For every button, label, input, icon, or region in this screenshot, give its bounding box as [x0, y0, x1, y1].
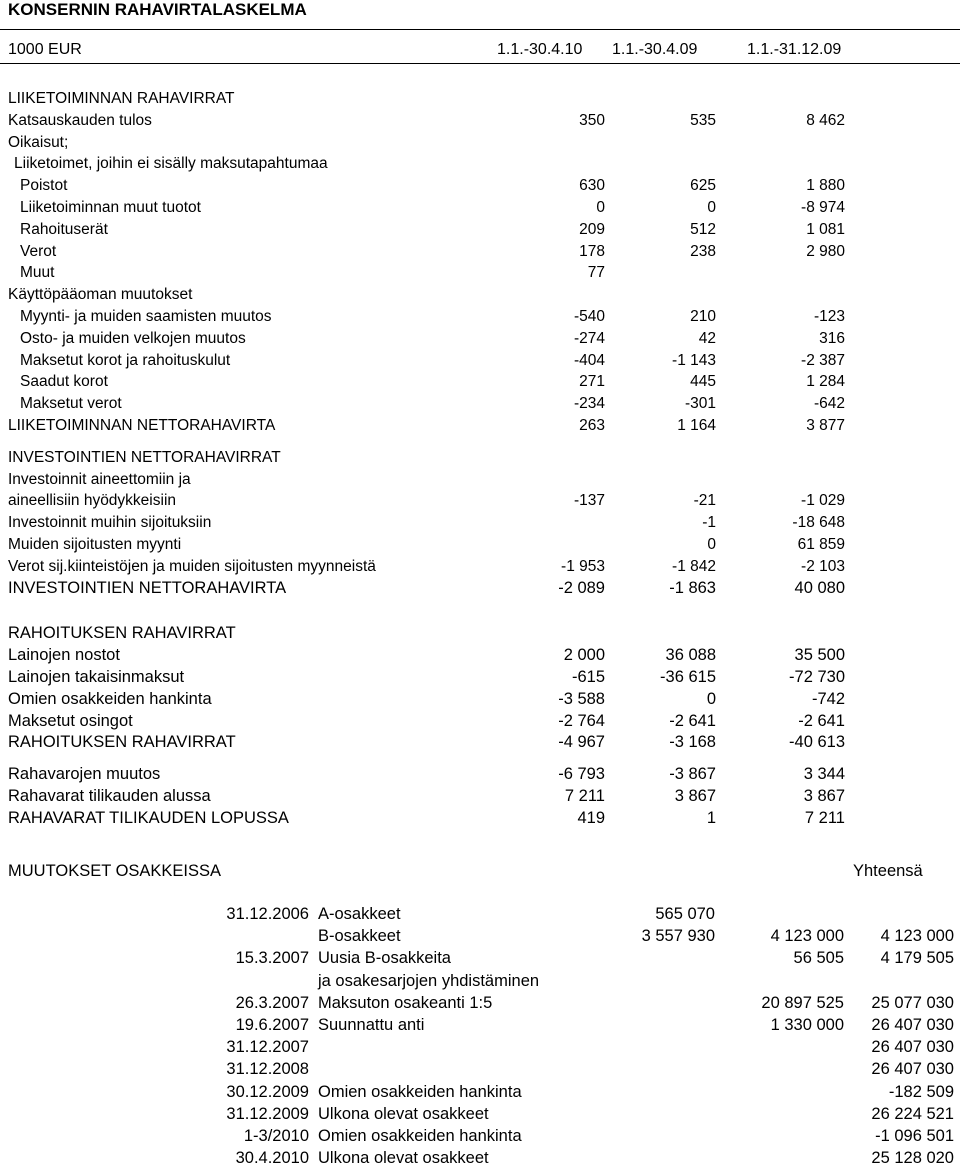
cell-value-3: -2 641 [798, 711, 845, 730]
share-amount-b: 1 330 000 [770, 1015, 844, 1034]
share-total: 26 407 030 [871, 1060, 954, 1079]
cell-value-2: 1 [706, 808, 716, 827]
table-row [0, 512, 960, 534]
row-label: Poistot [20, 177, 68, 195]
cell-value-2: -3 168 [669, 733, 716, 752]
table-row [0, 132, 960, 154]
cell-value-2: 42 [698, 329, 716, 347]
table-row [0, 110, 960, 132]
cell-value-2: 0 [707, 535, 716, 553]
table-row [0, 764, 960, 786]
cell-value-2: 445 [690, 373, 716, 391]
table-row [0, 447, 960, 469]
cell-value-1: -1 953 [561, 557, 605, 575]
header-divider [0, 63, 960, 64]
row-label: INVESTOINTIEN NETTORAHAVIRRAT [8, 448, 281, 466]
cell-value-3: 3 867 [803, 786, 845, 805]
share-row [0, 992, 960, 1014]
cell-value-3: -2 103 [801, 557, 845, 575]
cell-value-2: -301 [684, 395, 716, 413]
table-row [0, 393, 960, 415]
table-row [0, 556, 960, 578]
share-description: Ulkona olevat osakkeet [318, 1149, 489, 1168]
share-row [0, 1147, 960, 1169]
share-description: Omien osakkeiden hankinta [318, 1082, 522, 1101]
share-date: 19.6.2007 [235, 1015, 309, 1034]
row-label: Maksetut osingot [8, 711, 133, 730]
cell-value-1: -4 967 [558, 733, 605, 752]
share-date: 15.3.2007 [235, 949, 309, 968]
cell-value-2: 0 [706, 689, 716, 708]
row-label: Investoinnit aineettomiin ja [8, 470, 191, 488]
share-description: B-osakkeet [318, 927, 401, 946]
cell-value-2: -1 863 [669, 578, 716, 597]
share-date: 1-3/2010 [243, 1126, 309, 1145]
cell-value-3: 40 080 [794, 578, 845, 597]
table-row [0, 262, 960, 284]
row-label: Rahoituserät [20, 220, 108, 238]
share-description: Suunnattu anti [318, 1015, 425, 1034]
column-header-2: 1.1.-30.4.09 [612, 41, 698, 58]
cell-value-1: 178 [579, 242, 605, 260]
share-row [0, 1103, 960, 1125]
table-row [0, 623, 960, 645]
row-label: Maksetut korot ja rahoituskulut [20, 351, 231, 369]
share-total: -182 509 [888, 1082, 954, 1101]
cell-value-2: -1 842 [672, 557, 716, 575]
table-row [0, 786, 960, 808]
table-row [0, 689, 960, 711]
cell-value-2: 535 [690, 111, 716, 129]
cell-value-3: -1 029 [801, 492, 845, 510]
row-label: Omien osakkeiden hankinta [8, 689, 212, 708]
page-title: KONSERNIN RAHAVIRTALASKELMA [8, 0, 307, 19]
share-row [0, 903, 960, 925]
table-row [0, 645, 960, 667]
cell-value-3: -40 613 [789, 733, 845, 752]
cell-value-3: 2 980 [806, 242, 845, 260]
cell-value-1: 350 [579, 111, 605, 129]
cell-value-1: -540 [573, 307, 605, 325]
share-row [0, 970, 960, 992]
cell-value-1: 271 [579, 373, 605, 391]
share-description: Omien osakkeiden hankinta [318, 1126, 522, 1145]
cell-value-3: 61 859 [797, 535, 845, 553]
cell-value-1: 77 [587, 264, 605, 282]
table-row [0, 328, 960, 350]
share-row [0, 1125, 960, 1147]
cell-value-3: -18 648 [792, 514, 845, 532]
table-row [0, 732, 960, 754]
table-row [0, 197, 960, 219]
table-row [0, 219, 960, 241]
share-amount-b: 4 123 000 [770, 927, 844, 946]
table-row [0, 241, 960, 263]
row-label: Oikaisut; [8, 133, 69, 151]
row-label: Saadut korot [20, 373, 108, 391]
row-label: Rahavarat tilikauden alussa [8, 786, 211, 805]
row-label: LIIKETOIMINNAN NETTORAHAVIRTA [8, 416, 276, 434]
row-label: Maksetut verot [20, 395, 122, 413]
cell-value-2: 238 [690, 242, 716, 260]
share-description: A-osakkeet [318, 905, 401, 923]
cell-value-2: -21 [693, 492, 716, 510]
row-label: Lainojen takaisinmaksut [8, 667, 185, 686]
table-row [0, 578, 960, 600]
cell-value-1: -2 089 [558, 578, 605, 597]
cell-value-1: -137 [573, 492, 605, 510]
cell-value-1: 419 [577, 808, 605, 827]
cell-value-2: -2 641 [669, 711, 716, 730]
cell-value-2: 625 [690, 177, 716, 195]
cell-value-1: -274 [573, 329, 605, 347]
share-total: 26 224 521 [871, 1104, 954, 1123]
share-amount-a: 565 070 [655, 905, 715, 923]
top-divider [0, 29, 960, 30]
row-label: Verot [20, 242, 57, 260]
cell-value-3: 1 284 [806, 373, 845, 391]
cell-value-3: -123 [813, 307, 845, 325]
table-row [0, 808, 960, 830]
cell-value-3: -72 730 [789, 667, 845, 686]
row-label: Käyttöpääoman muutokset [8, 286, 193, 304]
table-row [0, 371, 960, 393]
table-row [0, 88, 960, 110]
cell-value-2: 512 [690, 220, 716, 238]
cell-value-2: 210 [690, 307, 716, 325]
cell-value-1: -615 [571, 667, 605, 686]
cell-value-3: 7 211 [804, 808, 845, 827]
share-amount-b: 56 505 [793, 949, 844, 968]
share-date: 31.12.2008 [226, 1060, 309, 1079]
row-label: RAHAVARAT TILIKAUDEN LOPUSSA [8, 808, 289, 827]
cell-value-3: 3 344 [803, 765, 845, 784]
unit-label: 1000 EUR [8, 41, 82, 58]
cell-value-2: 36 088 [665, 646, 716, 665]
cell-value-1: 263 [579, 416, 605, 434]
cell-value-2: 0 [707, 198, 716, 216]
cell-value-1: -404 [573, 351, 605, 369]
table-row [0, 667, 960, 689]
row-label: RAHOITUKSEN RAHAVIRRAT [8, 733, 236, 752]
cell-value-3: 1 880 [806, 177, 845, 195]
share-amount-b: 20 897 525 [761, 993, 844, 1012]
cell-value-1: 630 [579, 177, 605, 195]
cell-value-3: 8 462 [806, 111, 845, 129]
cell-value-3: 35 500 [794, 646, 845, 665]
cell-value-1: 0 [596, 198, 605, 216]
shares-table [0, 903, 960, 1169]
cashflow-table [0, 88, 960, 830]
share-date: 30.12.2009 [226, 1082, 309, 1101]
row-label: Liiketoimet, joihin ei sisälly maksutapahtumaa [14, 155, 328, 173]
table-row [0, 490, 960, 512]
share-total: 4 123 000 [880, 927, 954, 946]
cell-value-3: -2 387 [801, 351, 845, 369]
row-label: Muut [20, 264, 55, 282]
share-row [0, 1014, 960, 1036]
row-label: Muiden sijoitusten myynti [8, 535, 182, 553]
row-label: Rahavarojen muutos [8, 765, 161, 784]
table-row [0, 153, 960, 175]
cell-value-3: -742 [811, 689, 845, 708]
row-label: Osto- ja muiden velkojen muutos [20, 329, 246, 347]
share-row [0, 925, 960, 947]
share-date: 31.12.2007 [226, 1038, 309, 1057]
column-header-3: 1.1.-31.12.09 [747, 41, 842, 58]
share-row [0, 1036, 960, 1058]
share-total: 26 407 030 [871, 1015, 954, 1034]
cell-value-1: 2 000 [563, 646, 605, 665]
share-description: Uusia B-osakkeita [318, 949, 451, 968]
cell-value-3: 316 [819, 329, 845, 347]
share-description: Ulkona olevat osakkeet [318, 1104, 489, 1123]
share-row [0, 947, 960, 969]
cell-value-1: -6 793 [558, 765, 605, 784]
row-label: Lainojen nostot [8, 646, 120, 665]
share-row [0, 1081, 960, 1103]
table-row [0, 711, 960, 733]
shares-total-header: Yhteensä [853, 862, 923, 880]
cell-value-3: 1 081 [806, 220, 845, 238]
table-row [0, 350, 960, 372]
cell-value-2: -1 [702, 514, 716, 532]
table-row [0, 175, 960, 197]
cell-value-1: 209 [579, 220, 605, 238]
row-label: Investoinnit muihin sijoituksiin [8, 514, 212, 532]
share-amount-a: 3 557 930 [641, 927, 715, 946]
cell-value-3: -8 974 [801, 198, 845, 216]
table-row [0, 415, 960, 437]
cell-value-2: -1 143 [672, 351, 716, 369]
cell-value-1: -234 [573, 395, 605, 413]
cell-value-1: 7 211 [564, 786, 605, 805]
row-label: INVESTOINTIEN NETTORAHAVIRTA [8, 578, 287, 597]
share-total: -1 096 501 [875, 1126, 954, 1145]
share-total: 26 407 030 [871, 1038, 954, 1057]
row-label: Katsauskauden tulos [8, 111, 152, 129]
shares-section-title: MUUTOKSET OSAKKEISSA [8, 862, 222, 880]
table-row [0, 469, 960, 491]
row-label: Myynti- ja muiden saamisten muutos [20, 307, 272, 325]
cell-value-1: -2 764 [558, 711, 605, 730]
share-date: 30.4.2010 [235, 1149, 309, 1168]
column-header-1: 1.1.-30.4.10 [497, 41, 583, 58]
row-label: Liiketoiminnan muut tuotot [20, 198, 201, 216]
cell-value-2: -36 615 [660, 667, 716, 686]
share-row [0, 1058, 960, 1080]
cell-value-3: 3 877 [806, 416, 845, 434]
share-description: ja osakesarjojen yhdistäminen [318, 971, 540, 990]
share-date: 31.12.2009 [226, 1104, 309, 1123]
table-row [0, 306, 960, 328]
row-label: Verot sij.kiinteistöjen ja muiden sijoitusten myynneistä [8, 557, 376, 575]
row-label: aineellisiin hyödykkeisiin [8, 492, 177, 510]
cell-value-2: 3 867 [674, 786, 716, 805]
share-total: 25 077 030 [871, 993, 954, 1012]
share-date: 26.3.2007 [235, 993, 309, 1012]
share-description: Maksuton osakeanti 1:5 [318, 993, 493, 1012]
share-total: 25 128 020 [871, 1149, 954, 1168]
cell-value-2: -3 867 [669, 765, 716, 784]
share-total: 4 179 505 [880, 949, 954, 968]
share-date: 31.12.2006 [226, 905, 309, 923]
cell-value-2: 1 164 [677, 416, 716, 434]
cell-value-3: -642 [813, 395, 845, 413]
row-label: LIIKETOIMINNAN RAHAVIRRAT [8, 90, 235, 107]
cell-value-1: -3 588 [558, 689, 605, 708]
table-row [0, 534, 960, 556]
table-row [0, 284, 960, 306]
row-label: RAHOITUKSEN RAHAVIRRAT [8, 624, 236, 643]
